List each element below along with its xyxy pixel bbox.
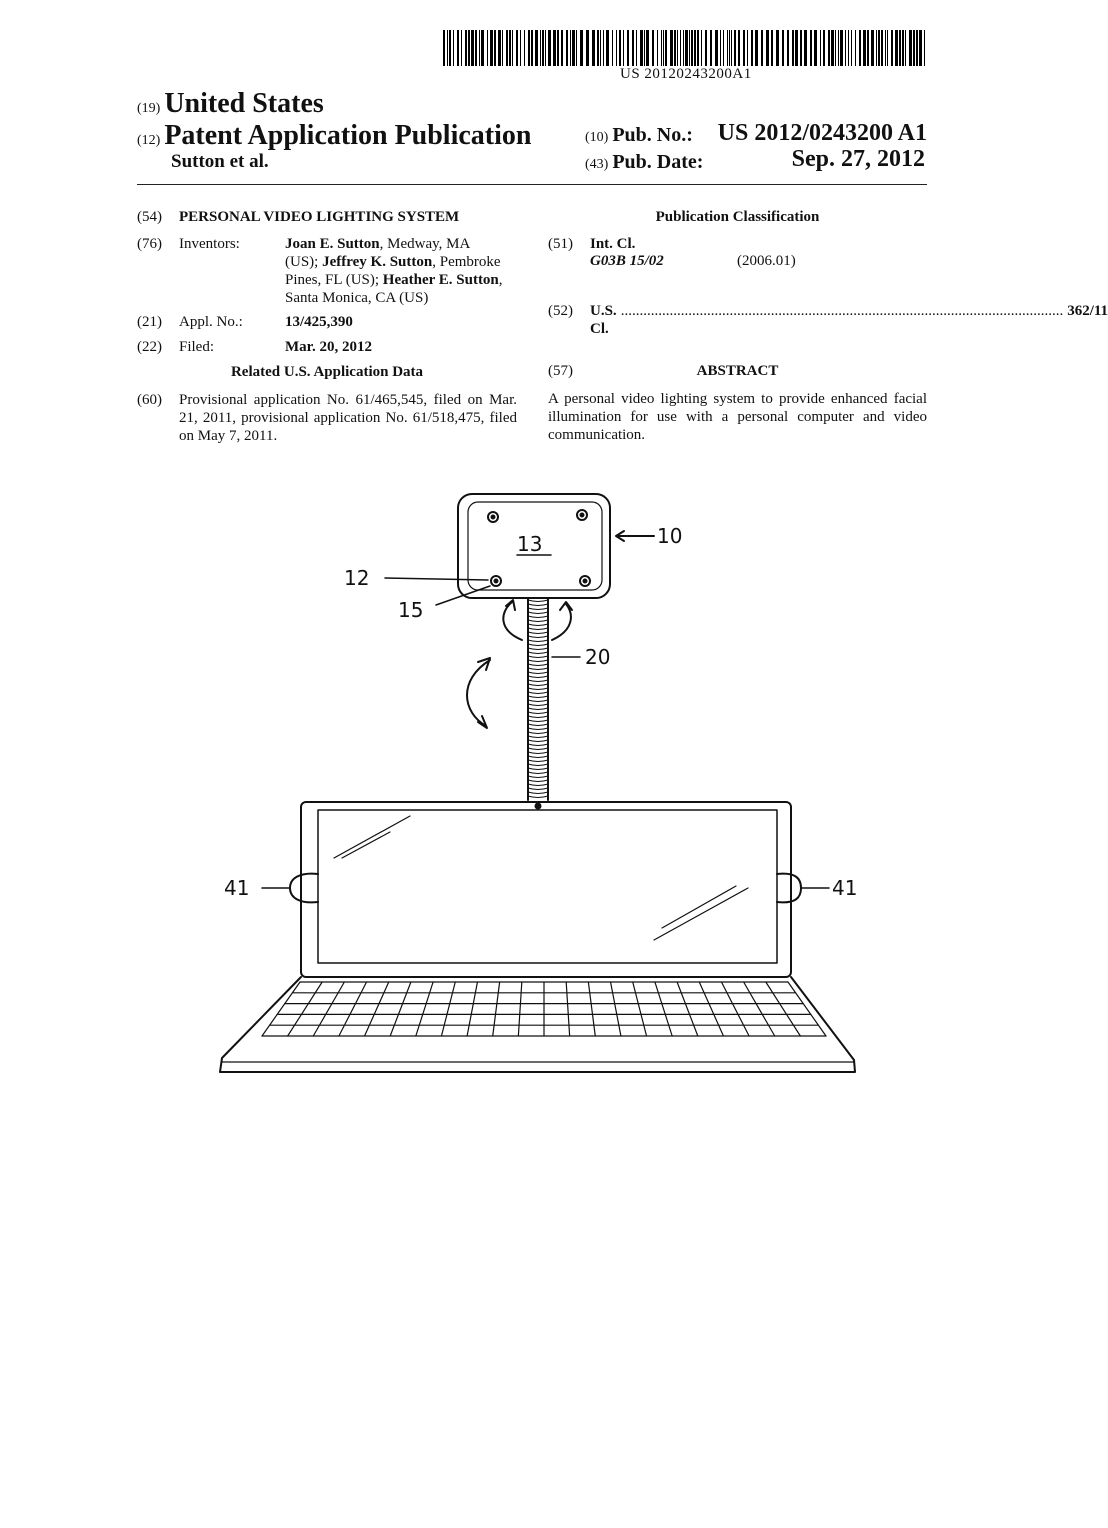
us-cl-label: U.S. Cl. (590, 303, 617, 337)
int-cl-year: (2006.01) (737, 253, 796, 269)
filed-label: Filed: (179, 339, 215, 355)
left-clip (290, 874, 318, 903)
inventor-location: Pines, FL (US); (285, 272, 383, 288)
pub-date-label: Pub. Date: (612, 151, 704, 173)
country-line (137, 88, 324, 120)
pub-date-line (585, 151, 703, 174)
inid-code: (60) (137, 392, 162, 408)
inid-code: (57) (548, 363, 573, 379)
inventor-name: Joan E. Sutton (285, 236, 380, 252)
country: United States (164, 88, 324, 119)
inid-code: (19) (137, 101, 161, 116)
abstract-heading: ABSTRACT (696, 363, 779, 379)
authors: Sutton et al. (171, 151, 269, 172)
keyboard (262, 982, 826, 1036)
inventor-location: (US); (285, 254, 323, 270)
inid-code: (21) (137, 314, 162, 330)
inventor-location: , Pembroke (432, 254, 501, 270)
inid-code: (52) (548, 303, 573, 319)
arrow-head-icon (560, 602, 572, 610)
ref-label-15: 15 (398, 598, 424, 622)
laptop-screen (318, 810, 777, 963)
pub-no: US 2012/0243200 A1 (717, 120, 927, 146)
inventor-name: Jeffrey K. Sutton (322, 254, 433, 270)
publication-type-line (137, 120, 531, 152)
inventor-location: , Medway, MA (379, 236, 471, 252)
laptop-base (220, 977, 855, 1072)
publication-type: Patent Application Publication (164, 120, 532, 151)
inid-code: (76) (137, 236, 162, 252)
inventors-label: Inventors: (179, 236, 240, 252)
ref-label-12: 12 (344, 566, 370, 590)
publication-classification-heading: Publication Classification (655, 209, 820, 225)
ref-label-41-right: 41 (832, 876, 858, 900)
us-cl-value: 362/11 (1067, 303, 1108, 319)
ref-label-10: 10 (657, 524, 683, 548)
ref-label-20: 20 (585, 645, 611, 669)
provisional-text: Provisional application No. 61/465,545, filed on Mar. 21, 2011, provisional application No. 61/518,475, filed on May 7, 2011. (179, 392, 517, 444)
us-cl-line (590, 302, 1108, 338)
header-rule (137, 184, 927, 185)
inid-code: (43) (585, 157, 609, 172)
ref-12-leader (385, 578, 488, 580)
abstract-text: A personal video lighting system to provide enhanced facial illumination for use with a personal computer and video communication. (548, 391, 927, 443)
arrow-head-icon (478, 716, 487, 728)
invention-title: PERSONAL VIDEO LIGHTING SYSTEM (179, 209, 460, 225)
pub-date: Sep. 27, 2012 (791, 146, 925, 172)
dot-leader: ...................................................................................................................... (620, 303, 1064, 319)
appl-label: Appl. No.: (179, 314, 243, 330)
barcode (443, 30, 927, 66)
laptop-lid (301, 802, 791, 977)
inid-code: (22) (137, 339, 162, 355)
related-data-heading: Related U.S. Application Data (230, 364, 424, 380)
patent-drawing (0, 440, 1080, 1100)
ref-label-13: 13 (517, 532, 543, 556)
ref-15-leader (436, 586, 490, 605)
int-cl-label: Int. Cl. (590, 236, 636, 252)
rotation-arrow-icon (503, 602, 522, 640)
inventor-name: Heather E. Sutton (382, 272, 499, 288)
inid-code: (51) (548, 236, 573, 252)
inid-code: (10) (585, 130, 609, 145)
appl-no: 13/425,390 (285, 314, 353, 330)
inid-code: (54) (137, 209, 162, 225)
inventors-list (285, 235, 517, 307)
inventor-location: Santa Monica, CA (US) (285, 290, 429, 306)
inid-code: (12) (137, 133, 161, 148)
barcode-number: US 20120243200A1 (620, 66, 752, 82)
pub-no-line (585, 124, 693, 147)
inventor-location: , (498, 272, 503, 288)
pub-no-label: Pub. No.: (612, 124, 693, 146)
filed-date: Mar. 20, 2012 (285, 339, 372, 355)
right-clip (777, 874, 801, 903)
screen-glare (334, 816, 748, 940)
int-cl-class: G03B 15/02 (590, 253, 664, 269)
ref-label-41-left: 41 (224, 876, 250, 900)
gooseneck-arm (528, 598, 548, 800)
webcam-icon (536, 804, 541, 809)
